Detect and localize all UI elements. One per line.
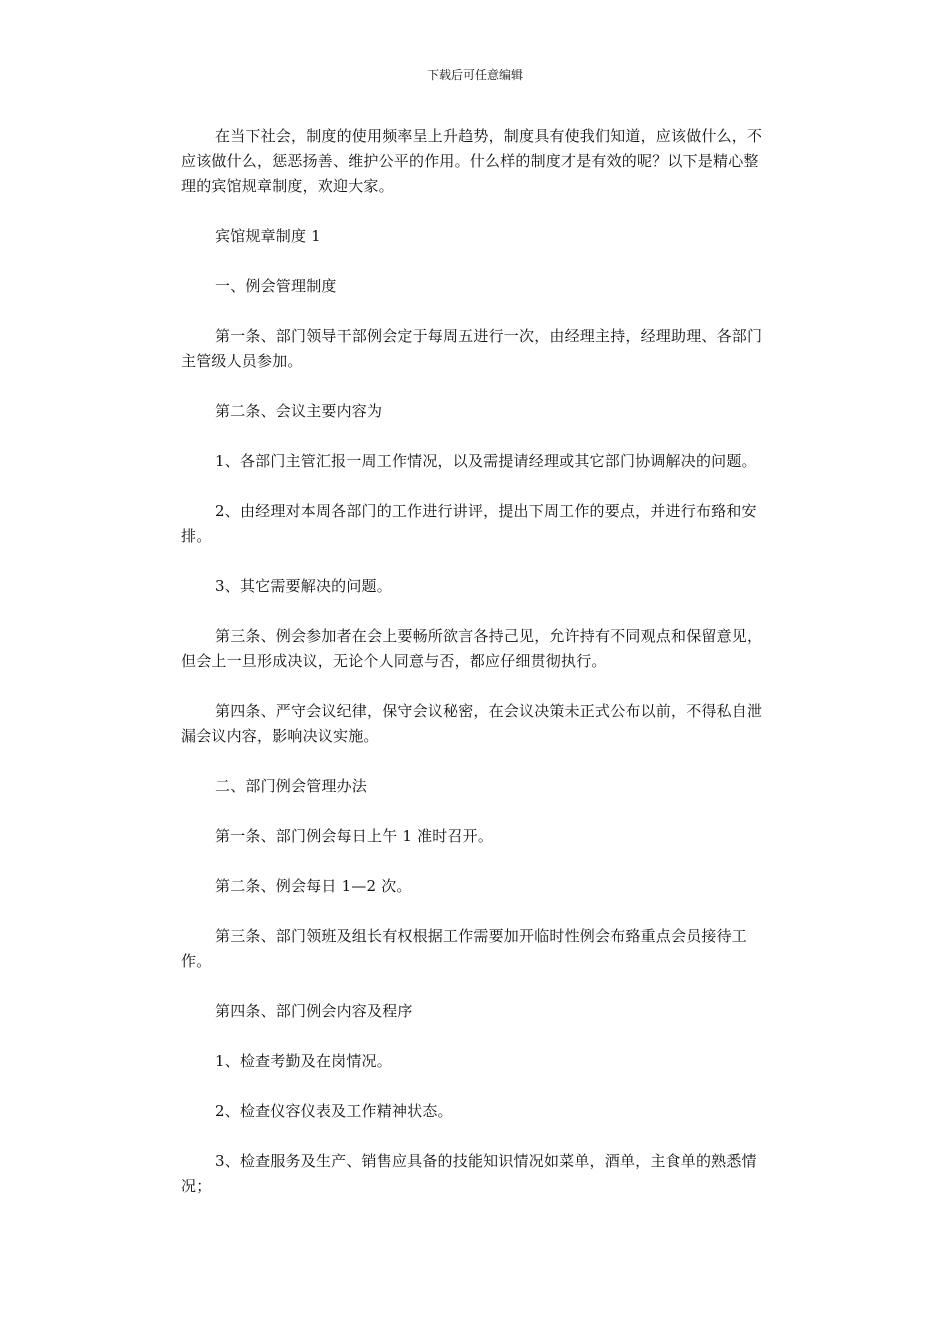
chapter-heading: 一、例会管理制度 bbox=[215, 277, 337, 295]
article-paragraph: 第一条、部门领导干部例会定于每周五进行一次，由经理主持，经理助理、各部门主管级人员参加。 bbox=[181, 327, 763, 370]
chapter-heading: 二、部门例会管理办法 bbox=[215, 777, 368, 795]
article-paragraph: 第二条、会议主要内容为 bbox=[215, 402, 383, 420]
article-paragraph: 第四条、部门例会内容及程序 bbox=[215, 1002, 413, 1020]
list-item-paragraph: 2、由经理对本周各部门的工作进行讲评，提出下周工作的要点，并进行布臵和安排。 bbox=[181, 502, 757, 545]
list-item-paragraph: 1、各部门主管汇报一周工作情况，以及需提请经理或其它部门协调解决的问题。 bbox=[215, 452, 757, 470]
article-paragraph: 第二条、例会每日 1—2 次。 bbox=[215, 877, 412, 895]
list-item-paragraph: 1、检查考勤及在岗情况。 bbox=[215, 1052, 392, 1070]
article-paragraph: 第三条、例会参加者在会上要畅所欲言各持己见，允许持有不同观点和保留意见，但会上一旦形成决议，无论个人同意与否，都应仔细贯彻执行。 bbox=[181, 627, 763, 670]
document-body bbox=[181, 124, 771, 1224]
list-item-paragraph: 3、其它需要解决的问题。 bbox=[215, 577, 392, 595]
article-paragraph: 第一条、部门例会每日上午 1 准时召开。 bbox=[215, 827, 494, 845]
article-paragraph: 第四条、严守会议纪律，保守会议秘密，在会议决策未正式公布以前，不得私自泄漏会议内容，影响决议实施。 bbox=[181, 702, 763, 745]
section-title: 宾馆规章制度 1 bbox=[215, 227, 321, 245]
list-item-paragraph: 2、检查仪容仪表及工作精神状态。 bbox=[215, 1102, 453, 1120]
article-paragraph: 第三条、部门领班及组长有权根据工作需要加开临时性例会布臵重点会员接待工作。 bbox=[181, 927, 748, 970]
intro-paragraph: 在当下社会，制度的使用频率呈上升趋势，制度具有使我们知道，应该做什么，不应该做什么，惩恶扬善、维护公平的作用。什么样的制度才是有效的呢？以下是精心整理的宾馆规章制度，欢迎大家。 bbox=[181, 127, 763, 195]
list-item-paragraph: 3、检查服务及生产、销售应具备的技能知识情况如菜单，酒单，主食单的熟悉情况； bbox=[181, 1152, 757, 1195]
page-header-note: 下载后可任意编辑 bbox=[426, 68, 523, 82]
